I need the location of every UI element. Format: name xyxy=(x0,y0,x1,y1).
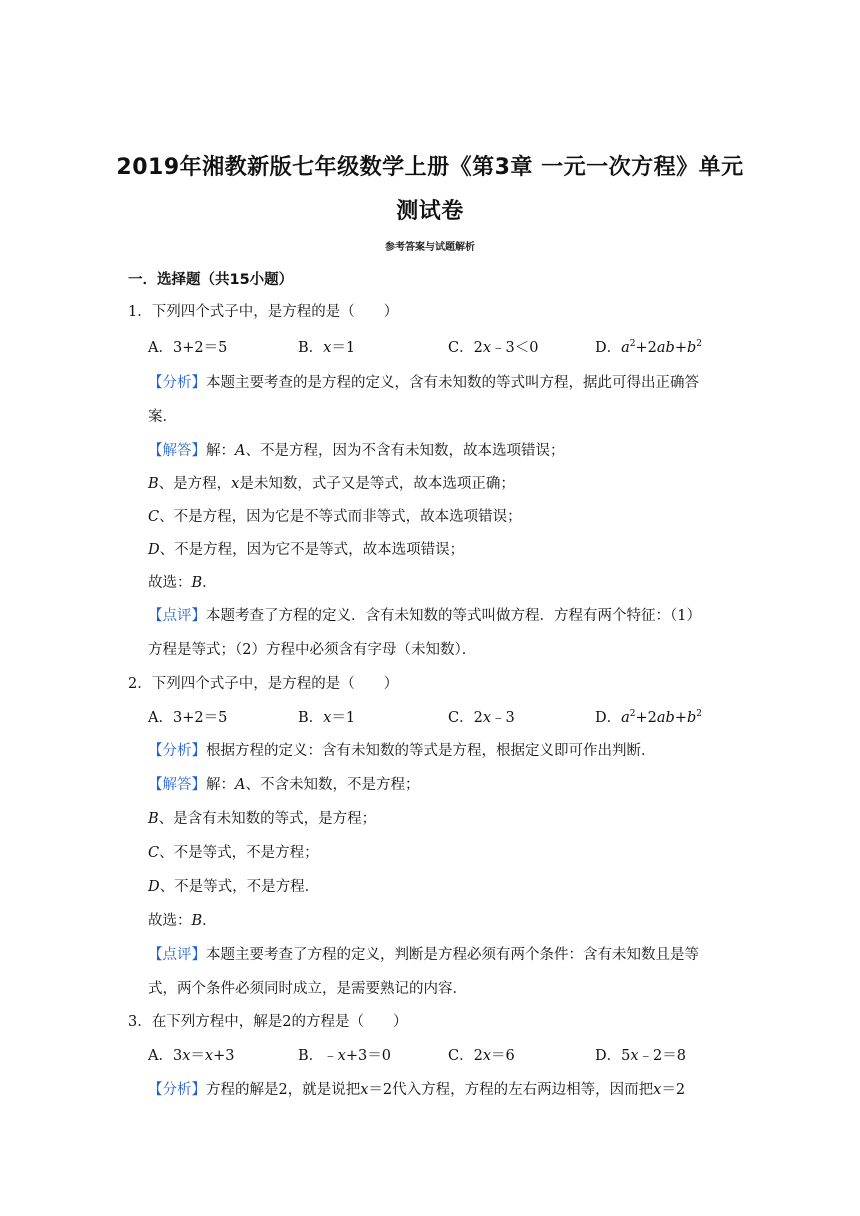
q1-answer-line-1: 【解答】解：A、不是方程，因为不含有未知数，故本选项错误； xyxy=(148,443,565,459)
q3-stem: 3．在下列方程中，解是2的方程是（ ） xyxy=(128,1014,408,1030)
q1-option-c: C．2x﹣3＜0 xyxy=(448,340,539,356)
q1-answer-line-3: C、不是方程，因为它是不等式而非等式，故本选项错误； xyxy=(148,509,522,525)
q2-answer-line-1: 【解答】解：A、不含未知数，不是方程； xyxy=(148,777,420,793)
q1-option-d: D．$a^2+2ab+b^2$ xyxy=(595,339,703,356)
q1-answer-line-2: B、是方程，x是未知数，式子又是等式，故本选项正确； xyxy=(148,476,515,492)
q2-option-d: D．$a^2+2ab+b^2$ xyxy=(595,709,703,726)
q2-option-c: C．2x﹣3 xyxy=(448,710,515,726)
q2-answer-line-2: B、是含有未知数的等式，是方程； xyxy=(148,811,377,827)
q3-option-a: A．3x＝x+3 xyxy=(148,1048,235,1064)
q2-analysis-line-1: 【分析】根据方程的定义：含有未知数的等式是方程，根据定义即可作出判断． xyxy=(148,743,656,759)
document-subtitle: 参考答案与试题解析 xyxy=(385,242,475,253)
q1-option-a: A．3+2＝5 xyxy=(148,340,228,356)
q3-option-d: D．5x﹣2＝8 xyxy=(595,1048,686,1064)
analysis-tag: 【分析】 xyxy=(148,743,206,759)
q2-comment-line-1: 【点评】本题主要考查了方程的定义，判断是方程必须有两个条件：含有未知数且是等 xyxy=(148,947,699,963)
analysis-tag: 【分析】 xyxy=(148,1082,206,1098)
q1-option-b: B．x＝1 xyxy=(298,340,356,356)
q3-option-b: B．﹣x+3＝0 xyxy=(298,1048,391,1064)
q2-answer-line-3: C、不是等式，不是方程； xyxy=(148,845,319,861)
q1-answer-line-4: D、不是方程，因为它不是等式，故本选项错误； xyxy=(148,542,465,558)
answer-tag: 【解答】 xyxy=(148,777,206,793)
q1-analysis-line-1: 【分析】本题主要考查的是方程的定义，含有未知数的等式叫方程，据此可得出正确答 xyxy=(148,375,699,391)
q3-analysis-line-1: 【分析】方程的解是2，就是说把x＝2代入方程，方程的左右两边相等，因而把x＝2 xyxy=(148,1082,686,1098)
q2-option-b: B．x＝1 xyxy=(298,710,356,726)
q1-comment-line-1: 【点评】本题考查了方程的定义．含有未知数的等式叫做方程．方程有两个特征：（1） xyxy=(148,608,701,624)
q2-comment-line-2: 式，两个条件必须同时成立，是需要熟记的内容． xyxy=(148,981,467,997)
document-title-line-2: 测试卷 xyxy=(396,199,464,224)
q1-choice: 故选：B． xyxy=(148,575,217,591)
q2-answer-line-4: D、不是等式，不是方程． xyxy=(148,879,320,895)
section-heading: 一．选择题（共15小题） xyxy=(128,272,294,288)
comment-tag: 【点评】 xyxy=(148,947,206,963)
q2-option-a: A．3+2＝5 xyxy=(148,710,228,726)
q1-comment-line-2: 方程是等式；（2）方程中必须含有字母（未知数）． xyxy=(148,642,477,658)
q1-stem: 1．下列四个式子中，是方程的是（ ） xyxy=(128,304,399,320)
q2-stem: 2．下列四个式子中，是方程的是（ ） xyxy=(128,676,399,692)
comment-tag: 【点评】 xyxy=(148,608,206,624)
q3-option-c: C．2x＝6 xyxy=(448,1048,515,1064)
q1-analysis-line-2: 案． xyxy=(148,409,177,425)
document-title-line-1: 2019年湘教新版七年级数学上册《第3章 一元一次方程》单元 xyxy=(116,155,744,180)
answer-tag: 【解答】 xyxy=(148,443,206,459)
analysis-tag: 【分析】 xyxy=(148,375,206,391)
q2-choice: 故选：B． xyxy=(148,913,217,929)
